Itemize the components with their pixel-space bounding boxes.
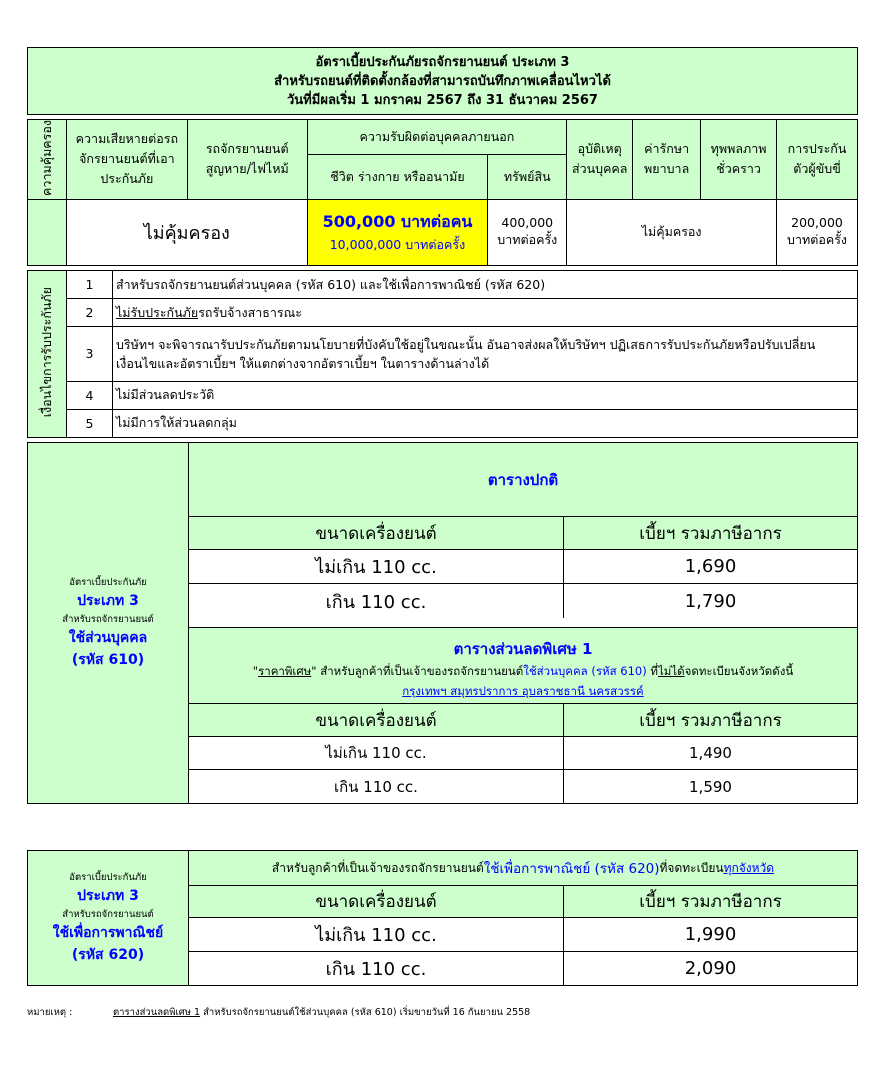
col-premium: เบี้ยฯ รวมภาษีอากร: [564, 886, 857, 918]
label-type: ประเภท 3: [77, 888, 139, 904]
coverage-table: [27, 119, 858, 266]
label-code: (รหัส 610): [71, 652, 145, 668]
desc-text: ที่: [646, 664, 658, 678]
condition-text: สำหรับรถจักรยานยนต์ส่วนบุคคล (รหัส 610) และใช้เพื่อการพาณิชย์ (รหัส 620): [113, 271, 858, 299]
label-small: อัตราเบี้ยประกันภัย: [69, 577, 147, 588]
normal-table-title: ตารางปกติ: [189, 443, 857, 517]
col-life-body: ชีวิต ร่างกาย หรืออนามัย: [307, 154, 488, 199]
label-use: ใช้เพื่อการพาณิชย์: [52, 925, 164, 941]
coverage-side-blank: [28, 199, 67, 265]
special-provinces-link[interactable]: กรุงเทพฯ สมุทรปราการ อุบลราชธานี นครสวรรค์: [402, 684, 644, 698]
condition-number: 4: [67, 381, 113, 409]
special-row-premium: 1,490: [564, 737, 857, 770]
col-engine-size: ขนาดเครื่องยนต์: [189, 886, 564, 918]
rate-610-label: [28, 443, 189, 803]
condition-number: 5: [67, 409, 113, 437]
desc-all-provinces[interactable]: ทุกจังหวัด: [723, 860, 775, 875]
header-title: อัตราเบี้ยประกันภัยรถจักรยานยนต์ ประเภท 3: [315, 54, 570, 70]
col-personal-accident: อุบัติเหตุส่วนบุคคล: [567, 120, 633, 200]
label-small: สำหรับรถจักรยานยนต์: [62, 909, 154, 920]
footnote-label: หมายเหตุ :: [27, 1007, 73, 1018]
col-engine-size: ขนาดเครื่องยนต์: [189, 704, 564, 737]
desc-text: " สำหรับลูกค้าที่เป็นเจ้าของรถจักรยานยนต์: [311, 664, 524, 678]
rate-620-row-engine: ไม่เกิน 110 cc.: [189, 918, 564, 952]
condition-number: 2: [67, 299, 113, 327]
normal-row-engine: ไม่เกิน 110 cc.: [189, 550, 564, 584]
table-spacer: [189, 618, 857, 628]
col-bail: การประกันตัวผู้ขับขี่: [777, 120, 858, 200]
desc-quote: ": [252, 664, 259, 678]
coverage-side-label: ความคุ้มครอง: [28, 120, 67, 200]
rate-620-row-premium: 2,090: [564, 952, 857, 985]
normal-row-premium: 1,690: [564, 550, 857, 584]
col-premium: เบี้ยฯ รวมภาษีอากร: [564, 704, 857, 737]
condition-emphasis: ไม่รับประกันภัย: [116, 304, 199, 320]
rate-620-label: [28, 851, 189, 985]
col-medical: ค่ารักษาพยาบาล: [633, 120, 701, 200]
label-code: (รหัส 620): [71, 947, 145, 963]
value-life-body: [307, 199, 488, 265]
condition-text: ไม่มีการให้ส่วนลดกลุ่ม: [113, 409, 858, 437]
value-property-unit: บาทต่อครั้ง: [497, 231, 558, 247]
value-bail: [777, 199, 858, 265]
desc-not: ไม่ได้: [657, 664, 685, 678]
special-table-desc: [189, 663, 857, 681]
rate-620-row-premium: 1,990: [564, 918, 857, 952]
col-damage: ความเสียหายต่อรถจักรยานยนต์ที่เอาประกันภัย: [66, 120, 187, 200]
label-small: อัตราเบี้ยประกันภัย: [69, 872, 147, 883]
special-table-header: [189, 628, 857, 704]
desc-text: ที่จดทะเบียน: [659, 860, 724, 875]
label-type: ประเภท 3: [77, 593, 139, 609]
label-use: ใช้ส่วนบุคคล: [68, 630, 148, 646]
header-effective-date: วันที่มีผลเริ่ม 1 มกราคม 2567 ถึง 31 ธันวาคม 2567: [287, 92, 598, 108]
page-header: [27, 47, 858, 115]
rate-610-section: [27, 442, 858, 804]
rate-620-section: [27, 850, 858, 986]
footnote-link[interactable]: ตารางส่วนลดพิเศษ 1: [113, 1007, 201, 1018]
special-row-engine: ไม่เกิน 110 cc.: [189, 737, 564, 770]
value-life-per-person: 500,000 บาทต่อคน: [322, 211, 473, 231]
normal-row-engine: เกิน 110 cc.: [189, 584, 564, 618]
conditions-table: [27, 270, 858, 438]
condition-text: บริษัทฯ จะพิจารณารับประกันภัยตามนโยบายที่บังคับใช้อยู่ในขณะนั้น อันอาจส่งผลให้บริษัทฯ ปฏิเสธการรับประกันภัยหรือปรับเปลี่ยนเงื่อนไขและอัตราเบี้ยฯ ให้แตกต่างจากอัตราเบี้ยฯ ในตารางด้านล่างได้: [113, 327, 858, 381]
col-engine-size: ขนาดเครื่องยนต์: [189, 517, 564, 550]
desc-use-code: ใช้ส่วนบุคคล (รหัส 610): [523, 664, 647, 678]
value-life-per-accident: 10,000,000 บาทต่อครั้ง: [329, 236, 466, 252]
special-row-engine: เกิน 110 cc.: [189, 770, 564, 803]
value-bail-amount: 200,000: [791, 214, 843, 230]
normal-row-premium: 1,790: [564, 584, 857, 618]
value-bail-unit: บาทต่อครั้ง: [787, 231, 848, 247]
col-loss-fire: รถจักรยานยนต์สูญหาย/ไฟไหม้: [187, 120, 307, 200]
condition-text: ไม่มีส่วนลดประวัติ: [113, 381, 858, 409]
rate-620-desc: [189, 851, 857, 886]
condition-number: 1: [67, 271, 113, 299]
condition-text: [113, 299, 858, 327]
col-disability: ทุพพลภาพชั่วคราว: [701, 120, 777, 200]
footnote: [27, 1005, 858, 1023]
header-subtitle: สำหรับรถยนต์ที่ติดตั้งกล้องที่สามารถบันทึกภาพเคลื่อนไหวได้: [274, 73, 611, 89]
col-premium: เบี้ยฯ รวมภาษีอากร: [564, 517, 857, 550]
col-third-party: ความรับผิดต่อบุคคลภายนอก: [307, 120, 567, 155]
special-table-title: ตารางส่วนลดพิเศษ 1: [453, 640, 593, 658]
special-row-premium: 1,590: [564, 770, 857, 803]
value-not-covered-vehicle: ไม่คุ้มครอง: [66, 199, 307, 265]
conditions-side-label: เงื่อนไขการรับประกันภัย: [28, 271, 67, 438]
desc-special-price: ราคาพิเศษ: [258, 664, 312, 678]
rate-620-row-engine: เกิน 110 cc.: [189, 952, 564, 985]
footnote-text: สำหรับรถจักรยานยนต์ใช้ส่วนบุคคล (รหัส 610) เริ่มขายวันที่ 16 กันยายน 2558: [200, 1007, 531, 1018]
value-not-covered-personal: ไม่คุ้มครอง: [567, 199, 777, 265]
label-small: สำหรับรถจักรยานยนต์: [62, 614, 154, 625]
condition-text-rest: รถรับจ้างสาธารณะ: [198, 304, 302, 320]
desc-use-code: ใช้เพื่อการพาณิชย์ (รหัส 620): [483, 861, 660, 877]
value-property-amount: 400,000: [501, 214, 554, 230]
value-property: [488, 199, 567, 265]
condition-number: 3: [67, 327, 113, 381]
col-property: ทรัพย์สิน: [488, 154, 567, 199]
desc-text: จดทะเบียนจังหวัดดังนี้: [684, 664, 794, 678]
desc-text: สำหรับลูกค้าที่เป็นเจ้าของรถจักรยานยนต์: [271, 860, 484, 875]
